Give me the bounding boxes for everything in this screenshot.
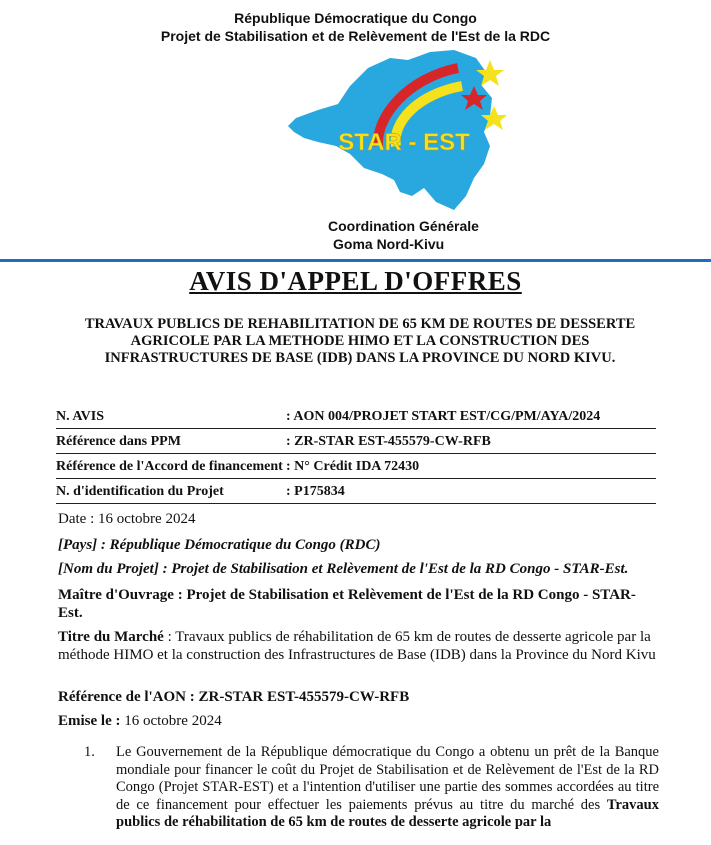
contract-title-label: Titre du Marché [58, 629, 164, 645]
paragraph-text: Le Gouvernement de la République démocratique du Congo a obtenu un prêt de la Banque mondiale pour financer le coût du Projet de Stabilisation et de Relèvement de l'Est de la RD Congo (Projet STAR-EST) et a l'intention d'utiliser une partie des sommes accordées au titre de ce financement pour effectuer les paiements prévus au titre du marché des [116, 744, 659, 813]
country-value: République Démocratique du Congo (RDC) [109, 537, 381, 553]
owner-label: Maître d'Ouvrage : [58, 587, 183, 603]
table-row [56, 454, 656, 479]
aon-reference-line [58, 688, 658, 706]
meta-label: Référence de l'Accord de financement [56, 454, 286, 479]
table-row [56, 429, 656, 454]
project-line [58, 560, 658, 578]
project-title: Projet de Stabilisation et de Relèvement de l'Est de la RDC [160, 28, 551, 44]
page-subtitle: TRAVAUX PUBLICS DE REHABILITATION DE 65 KM DE ROUTES DE DESSERTE AGRICOLE PAR LA METHODE HIMO ET LA CONSTRUCTION DES INFRASTRUCTURES DE BASE (IDB) DANS LA PROVINCE DU NORD KIVU. [84, 316, 636, 366]
country-title: République Démocratique du Congo [234, 10, 477, 26]
owner-value: Projet de Stabilisation et Relèvement de l'Est de la RD Congo - STAR-Est. [58, 587, 636, 621]
country-line [58, 536, 658, 554]
meta-value: : AON 004/PROJET START EST/CG/PM/AYA/2024 [286, 404, 656, 429]
table-row [56, 404, 656, 429]
issued-value: 16 octobre 2024 [124, 713, 222, 729]
country-label: [Pays] : [58, 537, 106, 553]
header-rule [0, 259, 711, 262]
contract-title-line [58, 628, 658, 664]
star-est-logo [258, 46, 508, 216]
meta-label: Référence dans PPM [56, 429, 286, 454]
meta-value: : N° Crédit IDA 72430 [286, 454, 656, 479]
logo-text: STAR - EST [338, 129, 470, 156]
list-number: 1. [84, 744, 95, 760]
aon-reference-label: Référence de l'AON [58, 689, 187, 705]
page-title: AVIS D'APPEL D'OFFRES [189, 266, 522, 296]
notice-meta-table [56, 404, 656, 504]
owner-line [58, 586, 658, 622]
meta-label: N. d'identification du Projet [56, 479, 286, 504]
date-value: 16 octobre 2024 [97, 511, 196, 527]
list-text [116, 744, 659, 832]
issued-label: Emise le : [58, 713, 121, 729]
project-label: [Nom du Projet] : [58, 561, 168, 577]
contract-title-value: : Travaux publics de réhabilitation de 65 km de routes de desserte agricole par la méthode HIMO et la construction des Infrastructures de Base (IDB) dans la Province du Nord Kivu [58, 629, 656, 663]
meta-value: : ZR-STAR EST-455579-CW-RFB [286, 429, 656, 454]
coordination-label: Coordination Générale [328, 218, 479, 234]
issued-line [58, 712, 658, 730]
paragraph-bold-text: Travaux publics de réhabilitation de 65 km de routes de desserte agricole par la [116, 796, 660, 831]
date-line [58, 510, 658, 528]
project-value: Projet de Stabilisation et Relèvement de l'Est de la RD Congo - STAR-Est. [171, 561, 629, 577]
date-label: Date : [58, 511, 95, 527]
table-row [56, 479, 656, 504]
location-label: Goma Nord-Kivu [333, 236, 445, 252]
meta-value: : P175834 [286, 479, 656, 504]
aon-reference-value: : ZR-STAR EST-455579-CW-RFB [189, 689, 410, 705]
meta-label: N. AVIS [56, 404, 286, 429]
